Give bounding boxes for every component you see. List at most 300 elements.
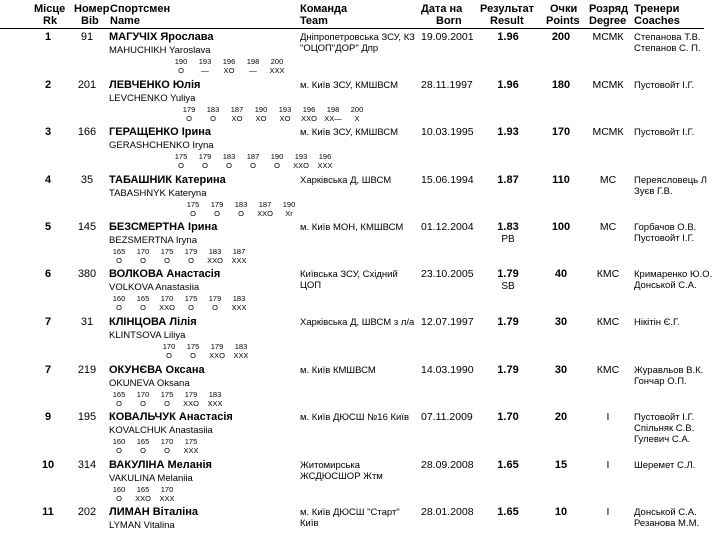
athlete-name: КЛІНЦОВА Лілія xyxy=(109,316,197,328)
attempt-column xyxy=(170,57,192,75)
attempt-mark: O xyxy=(116,446,122,455)
bar-height: 175 xyxy=(184,294,198,303)
attempt-mark: XXO xyxy=(183,399,199,408)
points-cell: 20 xyxy=(554,411,568,423)
attempt-column xyxy=(194,57,216,75)
attempt-mark: Xr xyxy=(285,209,293,218)
bib-cell: 195 xyxy=(77,411,97,423)
bar-height: 200 xyxy=(350,105,364,114)
athlete-name-latin: OKUNEVA Oksana xyxy=(109,378,190,389)
athlete-name: ОКУНЄВА Оксана xyxy=(109,364,205,376)
bar-height: 179 xyxy=(184,390,198,399)
attempt-column xyxy=(242,57,264,75)
attempt-column xyxy=(230,200,252,218)
attempt-column xyxy=(218,152,240,170)
attempt-mark: O xyxy=(178,161,184,170)
bib-cell: 35 xyxy=(80,174,94,186)
attempt-mark: XXO xyxy=(207,256,223,265)
athlete-name-latin: GERASHCHENKO Iryna xyxy=(109,140,214,151)
coach-line: Шеремет С.Л. xyxy=(634,460,696,471)
bar-height: 165 xyxy=(112,247,126,256)
attempt-column xyxy=(182,200,204,218)
bib-cell: 380 xyxy=(77,268,97,280)
athlete-name-latin: MAHUCHIKH Yaroslava xyxy=(109,45,211,56)
attempt-mark: O xyxy=(178,66,184,75)
attempt-mark: XX— xyxy=(324,114,342,123)
attempt-mark: XXO xyxy=(293,161,309,170)
result-cell: 1.79 xyxy=(497,364,519,376)
athlete-name: БЕЗСМЕРТНА Ірина xyxy=(109,221,218,233)
bar-height: 193 xyxy=(278,105,292,114)
header-born: Дата на Born xyxy=(421,3,463,27)
degree-cell: МСМК xyxy=(592,126,624,138)
header-rk: Місце Rk xyxy=(34,3,66,27)
attempt-column xyxy=(170,152,192,170)
bar-height: 175 xyxy=(160,390,174,399)
attempt-mark: XXX xyxy=(159,494,175,503)
bar-height: 187 xyxy=(230,105,244,114)
table-row xyxy=(0,412,704,459)
attempt-column xyxy=(132,390,154,408)
attempt-mark: XO xyxy=(279,114,291,123)
attempt-mark: O xyxy=(214,209,220,218)
attempt-column xyxy=(228,247,250,265)
attempt-column xyxy=(266,152,288,170)
rank-cell: 1 xyxy=(44,31,52,43)
degree-cell: КМС xyxy=(596,316,620,328)
attempt-column xyxy=(156,485,178,503)
bar-height: 183 xyxy=(234,342,248,351)
born-cell: 19.09.2001 xyxy=(421,31,474,43)
points-cell: 30 xyxy=(554,316,568,328)
table-row xyxy=(0,507,704,554)
attempt-column xyxy=(180,247,202,265)
attempt-mark: O xyxy=(212,303,218,312)
bar-height: 190 xyxy=(270,152,284,161)
header-coaches: Тренери Coaches xyxy=(634,3,680,27)
degree-cell: МС xyxy=(599,221,617,233)
athlete-name-latin: VAKULINA Melaniia xyxy=(109,473,193,484)
athlete-name: ВАКУЛІНА Меланія xyxy=(109,459,212,471)
bar-height: 179 xyxy=(182,105,196,114)
bar-height: 198 xyxy=(326,105,340,114)
attempt-column xyxy=(278,200,300,218)
coach-line: Гулевич С.А. xyxy=(634,434,691,445)
attempt-column xyxy=(290,152,312,170)
attempt-mark: O xyxy=(164,446,170,455)
result-cell: 1.93 xyxy=(497,126,519,138)
attempt-mark: O xyxy=(210,114,216,123)
bar-height: 200 xyxy=(270,57,284,66)
attempt-column xyxy=(178,105,200,123)
header-points: Очки Points xyxy=(546,3,580,27)
bar-height: 165 xyxy=(136,437,150,446)
table-row xyxy=(0,460,704,507)
header-bib: Номер Bib xyxy=(74,3,110,27)
attempt-column xyxy=(266,57,288,75)
result-cell: 1.65 xyxy=(497,506,519,518)
degree-cell: МСМК xyxy=(592,79,624,91)
athlete-name-latin: LEVCHENKO Yuliya xyxy=(109,93,196,104)
attempt-mark: O xyxy=(116,303,122,312)
coach-line: Пустовойт І.Г. xyxy=(634,412,695,423)
attempt-mark: O xyxy=(140,303,146,312)
attempt-column xyxy=(314,152,336,170)
bar-height: 170 xyxy=(162,342,176,351)
bar-height: 190 xyxy=(174,57,188,66)
bar-height: 183 xyxy=(208,390,222,399)
coach-line: Резанова М.М. xyxy=(634,518,700,529)
rank-cell: 9 xyxy=(44,411,52,423)
attempt-column xyxy=(242,152,264,170)
born-cell: 07.11.2009 xyxy=(421,411,473,423)
attempt-mark: XXO xyxy=(301,114,317,123)
born-cell: 28.09.2008 xyxy=(421,459,474,471)
coach-line: Горбачов О.В. xyxy=(634,222,697,233)
attempt-column xyxy=(158,342,180,360)
bar-height: 193 xyxy=(198,57,212,66)
header-name: Спортсмен Name xyxy=(110,3,171,27)
born-cell: 10.03.1995 xyxy=(421,126,474,138)
coach-line: Переясловець Л xyxy=(634,175,707,186)
born-cell: 28.11.1997 xyxy=(421,79,473,91)
bib-cell: 202 xyxy=(77,506,97,518)
attempt-mark: O xyxy=(140,399,146,408)
rank-cell: 6 xyxy=(44,268,52,280)
bar-height: 190 xyxy=(282,200,296,209)
attempt-column xyxy=(132,247,154,265)
bib-cell: 219 xyxy=(77,364,97,376)
attempt-column xyxy=(156,294,178,312)
rank-cell: 4 xyxy=(44,174,52,186)
rank-cell: 11 xyxy=(42,506,54,518)
bar-height: 196 xyxy=(222,57,236,66)
born-cell: 14.03.1990 xyxy=(421,364,474,376)
attempt-mark: XXX xyxy=(231,256,247,265)
attempt-mark: XXO xyxy=(159,303,175,312)
attempt-column xyxy=(156,390,178,408)
header-divider xyxy=(0,28,704,29)
attempt-mark: XXX xyxy=(317,161,333,170)
team-line: м. Київ КМШВСМ xyxy=(300,365,376,376)
attempt-column xyxy=(274,105,296,123)
points-cell: 100 xyxy=(551,221,571,233)
bar-height: 165 xyxy=(136,485,150,494)
attempt-mark: XXO xyxy=(209,351,225,360)
attempt-column xyxy=(254,200,276,218)
coach-line: Кримаренко Ю.О. xyxy=(634,269,712,280)
attempt-mark: XO xyxy=(255,114,267,123)
coach-line: Зуєв Г.В. xyxy=(634,186,673,197)
attempt-mark: O xyxy=(226,161,232,170)
attempt-column xyxy=(206,200,228,218)
attempt-mark: XO xyxy=(223,66,235,75)
result-cell: 1.96 xyxy=(497,31,519,43)
attempt-column xyxy=(226,105,248,123)
result-cell: 1.83 xyxy=(497,221,519,233)
attempt-column xyxy=(108,247,130,265)
attempt-mark: XXO xyxy=(135,494,151,503)
header-degree: Розряд Degree xyxy=(589,3,629,27)
team-line: Харківська Д, ШВСМ з л/а xyxy=(300,317,415,328)
degree-cell: І xyxy=(606,506,610,518)
bar-height: 179 xyxy=(208,294,222,303)
attempt-column xyxy=(228,294,250,312)
attempt-column xyxy=(346,105,368,123)
bar-height: 179 xyxy=(210,342,224,351)
points-cell: 180 xyxy=(551,79,571,91)
points-cell: 15 xyxy=(554,459,568,471)
rank-cell: 7 xyxy=(44,316,52,328)
coach-line: Степанов С. П. xyxy=(634,43,701,54)
born-cell: 01.12.2004 xyxy=(421,221,474,233)
table-row xyxy=(0,174,707,222)
attempt-mark: O xyxy=(202,161,208,170)
team-line: м. Київ ДЮСШ "Старт" xyxy=(300,507,400,518)
table-row xyxy=(0,80,704,127)
attempt-mark: O xyxy=(166,351,172,360)
result-cell: 1.65 xyxy=(497,459,519,471)
attempt-mark: XXO xyxy=(257,209,273,218)
attempt-mark: XXX xyxy=(231,303,247,312)
bar-height: 175 xyxy=(174,152,188,161)
bib-cell: 145 xyxy=(77,221,97,233)
athlete-name-latin: LYMAN Vitalina xyxy=(109,520,175,531)
attempt-mark: O xyxy=(188,303,194,312)
attempt-mark: XXX xyxy=(269,66,285,75)
points-cell: 170 xyxy=(551,126,571,138)
attempt-mark: — xyxy=(201,66,209,75)
header-result: Результат Result xyxy=(480,3,535,27)
attempt-column xyxy=(132,437,154,455)
attempt-mark: XXX xyxy=(207,399,223,408)
attempt-mark: XXX xyxy=(183,446,199,455)
bar-height: 183 xyxy=(206,105,220,114)
team-line: Дніпропетровська ЗСУ, КЗ xyxy=(300,32,415,43)
team-line: м. Київ ЗСУ, КМШВСМ xyxy=(300,80,399,91)
attempt-column xyxy=(204,247,226,265)
bar-height: 187 xyxy=(246,152,260,161)
attempt-column xyxy=(298,105,320,123)
attempt-column xyxy=(250,105,272,123)
bar-height: 196 xyxy=(302,105,316,114)
athlete-name-latin: KOVALCHUK Anastasiia xyxy=(109,425,213,436)
coach-line: Пустовойт І.Г. xyxy=(634,80,695,91)
athlete-name-latin: BEZSMERTNA Iryna xyxy=(109,235,197,246)
coach-line: Донськой С.А. xyxy=(634,280,697,291)
attempt-mark: X xyxy=(354,114,360,123)
bib-cell: 201 xyxy=(77,79,97,91)
attempt-column xyxy=(108,437,130,455)
team-line: м. Київ ДЮСШ №16 Київ xyxy=(300,412,410,423)
bib-cell: 314 xyxy=(77,459,97,471)
bar-height: 183 xyxy=(208,247,222,256)
athlete-name-latin: KLINTSOVA Liliya xyxy=(109,330,186,341)
coach-line: Спільняк С.В. xyxy=(634,423,695,434)
attempt-column xyxy=(132,294,154,312)
coach-line: Пустовойт І.Г. xyxy=(634,233,695,244)
bib-cell: 31 xyxy=(80,316,94,328)
attempt-mark: O xyxy=(116,494,122,503)
attempt-column xyxy=(206,342,228,360)
attempt-column xyxy=(180,390,202,408)
attempt-mark: XO xyxy=(231,114,243,123)
result-note: SB xyxy=(501,281,515,292)
result-cell: 1.70 xyxy=(497,411,519,423)
rank-cell: 2 xyxy=(44,79,52,91)
rank-cell: 10 xyxy=(41,459,55,471)
attempt-column xyxy=(322,105,344,123)
attempt-mark: O xyxy=(274,161,280,170)
bar-height: 190 xyxy=(254,105,268,114)
bar-height: 170 xyxy=(160,485,174,494)
athlete-name: ЛИМАН Віталіна xyxy=(109,506,199,518)
bar-height: 183 xyxy=(232,294,246,303)
rank-cell: 7 xyxy=(44,364,52,376)
athlete-name-latin: VOLKOVA Anastasiia xyxy=(109,282,200,293)
attempt-mark: O xyxy=(164,399,170,408)
born-cell: 23.10.2005 xyxy=(421,268,474,280)
bar-height: 179 xyxy=(210,200,224,209)
bar-height: 196 xyxy=(318,152,332,161)
athlete-name: ГЕРАЩЕНКО Ірина xyxy=(109,126,212,138)
attempt-column xyxy=(108,485,130,503)
degree-cell: КМС xyxy=(596,268,620,280)
bar-height: 170 xyxy=(136,390,150,399)
table-row xyxy=(0,365,704,412)
bar-height: 198 xyxy=(246,57,260,66)
team-line: Київ xyxy=(300,518,319,529)
attempt-mark: O xyxy=(190,351,196,360)
attempt-mark: O xyxy=(186,114,192,123)
attempt-mark: XXX xyxy=(233,351,249,360)
attempt-mark: O xyxy=(164,256,170,265)
degree-cell: КМС xyxy=(596,364,620,376)
bar-height: 175 xyxy=(184,437,198,446)
coach-line: Степанова Т.В. xyxy=(634,32,701,43)
attempt-column xyxy=(218,57,240,75)
bar-height: 179 xyxy=(198,152,212,161)
coach-line: Журавльов В.К. xyxy=(634,365,704,376)
athlete-name: ВОЛКОВА Анастасія xyxy=(109,268,221,280)
table-row xyxy=(0,127,704,174)
coach-line: Гончар О.П. xyxy=(634,376,687,387)
attempt-mark: O xyxy=(116,399,122,408)
born-cell: 15.06.1994 xyxy=(421,174,474,186)
attempt-mark: O xyxy=(116,256,122,265)
result-cell: 1.79 xyxy=(497,316,519,328)
coach-line: Пустовойт І.Г. xyxy=(634,127,695,138)
attempt-mark: O xyxy=(238,209,244,218)
attempt-column xyxy=(108,390,130,408)
attempt-column xyxy=(108,294,130,312)
table-row xyxy=(0,222,704,269)
team-line: Житомирська xyxy=(300,460,361,471)
attempt-column xyxy=(230,342,252,360)
table-header xyxy=(0,0,704,28)
bib-cell: 166 xyxy=(77,126,97,138)
points-cell: 40 xyxy=(554,268,568,280)
attempt-mark: O xyxy=(188,256,194,265)
team-line: "ОЦОП"ДОР" Дпр xyxy=(300,43,379,54)
attempt-column xyxy=(156,247,178,265)
result-cell: 1.96 xyxy=(497,79,519,91)
athlete-name: МАГУЧІХ Ярослава xyxy=(109,31,214,43)
result-cell: 1.87 xyxy=(497,174,519,186)
bar-height: 160 xyxy=(112,437,126,446)
athlete-name: ТАБАШНИК Катерина xyxy=(109,174,226,186)
table-row xyxy=(0,32,704,79)
bar-height: 187 xyxy=(232,247,246,256)
attempt-column xyxy=(204,294,226,312)
attempt-column xyxy=(204,390,226,408)
degree-cell: І xyxy=(606,459,610,471)
attempt-mark: O xyxy=(140,446,146,455)
table-row xyxy=(0,268,712,316)
coach-line: Донськой С.А. xyxy=(634,507,697,518)
bar-height: 175 xyxy=(186,342,200,351)
team-line: м. Київ МОН, КМШВСМ xyxy=(300,222,404,233)
team-line: ЖСДЮСШОР Жтм xyxy=(300,471,383,482)
rank-cell: 5 xyxy=(44,221,52,233)
bar-height: 170 xyxy=(136,247,150,256)
bar-height: 170 xyxy=(160,294,174,303)
bib-cell: 91 xyxy=(80,31,94,43)
athlete-name-latin: TABASHNYK Kateryna xyxy=(109,188,207,199)
attempt-column xyxy=(132,485,154,503)
team-line: ЦОП xyxy=(300,280,322,291)
born-cell: 28.01.2008 xyxy=(421,506,474,518)
bar-height: 175 xyxy=(160,247,174,256)
attempt-mark: O xyxy=(250,161,256,170)
coach-line: Нікітін Є.Г. xyxy=(634,317,680,328)
attempt-mark: — xyxy=(249,66,257,75)
attempt-column xyxy=(194,152,216,170)
result-cell: 1.79 xyxy=(497,268,519,280)
points-cell: 110 xyxy=(552,174,570,186)
points-cell: 30 xyxy=(554,364,568,376)
header-team: Команда Team xyxy=(300,3,348,27)
bar-height: 165 xyxy=(112,390,126,399)
athlete-name: ЛЕВЧЕНКО Юлія xyxy=(109,79,201,91)
team-line: м. Київ ЗСУ, КМШВСМ xyxy=(300,127,399,138)
attempt-column xyxy=(182,342,204,360)
bar-height: 170 xyxy=(160,437,174,446)
degree-cell: МСМК xyxy=(592,31,624,43)
bar-height: 179 xyxy=(184,247,198,256)
attempt-column xyxy=(180,294,202,312)
rank-cell: 3 xyxy=(44,126,52,138)
bar-height: 183 xyxy=(222,152,236,161)
attempt-mark: O xyxy=(190,209,196,218)
team-line: Київська ЗСУ, Східний xyxy=(300,269,398,280)
result-note: PB xyxy=(501,234,515,245)
bar-height: 160 xyxy=(112,294,126,303)
bar-height: 187 xyxy=(258,200,272,209)
team-line: Харківська Д, ШВСМ xyxy=(300,175,392,186)
degree-cell: І xyxy=(606,411,610,423)
points-cell: 10 xyxy=(554,506,568,518)
degree-cell: МС xyxy=(599,174,617,186)
athlete-name: КОВАЛЬЧУК Анастасія xyxy=(109,411,233,423)
born-cell: 12.07.1997 xyxy=(421,316,474,328)
attempt-column xyxy=(202,105,224,123)
bar-height: 193 xyxy=(294,152,308,161)
attempt-column xyxy=(156,437,178,455)
attempt-column xyxy=(180,437,202,455)
bar-height: 183 xyxy=(234,200,248,209)
table-row xyxy=(0,317,704,364)
